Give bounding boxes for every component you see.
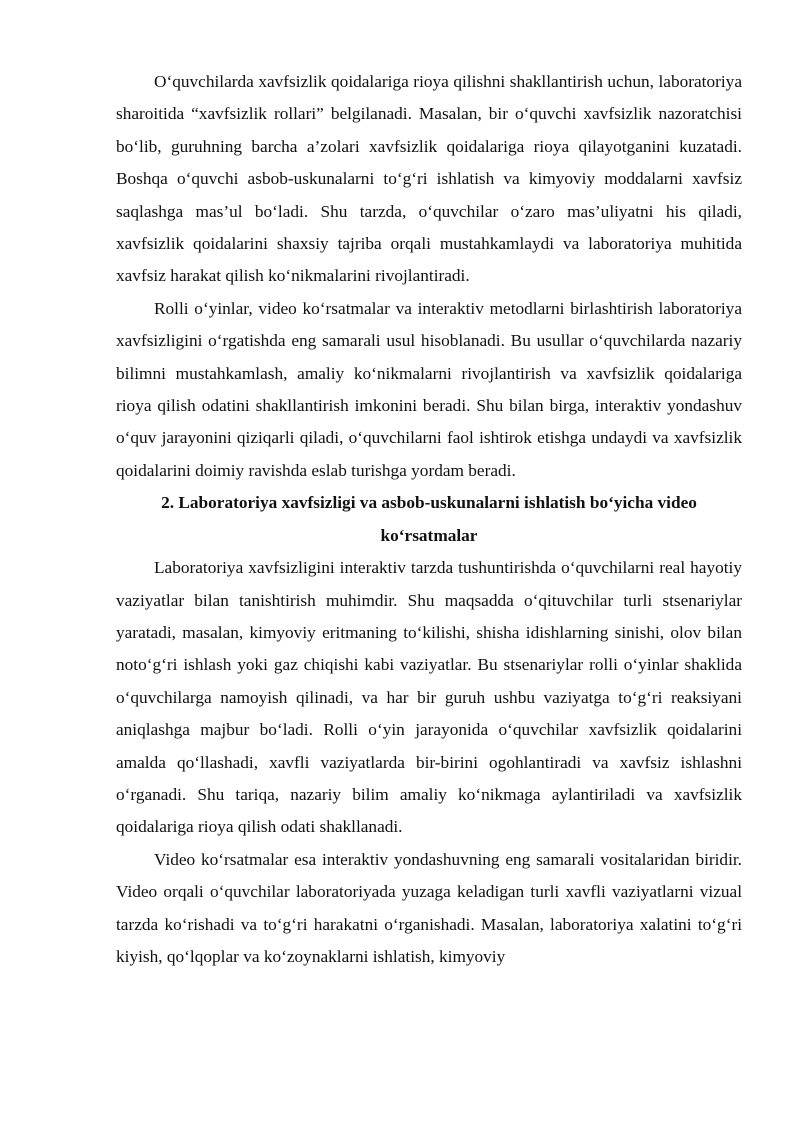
section-heading-line1: 2. Laboratoriya xavfsizligi va asbob-uskunalarni ishlatish bo‘yicha video [161,493,697,513]
document-page [116,66,742,973]
paragraph-video-instructions: Video ko‘rsatmalar esa interaktiv yondashuvning eng samarali vositalaridan biridir. Video orqali o‘quvchilar laboratoriyada yuzaga keladigan turli xavfli vaziyatlarni vizual tarzda ko‘rishadi va to‘g‘ri harakatni o‘rganishadi. Masalan, laboratoriya xalatini to‘g‘ri kiyish, qo‘lqoplar va ko‘zoynaklarni ishlatish, kimyoviy [116,849,742,966]
paragraph-interactive-methods: Rolli o‘yinlar, video ko‘rsatmalar va interaktiv metodlarni birlashtirish laboratoriya xavfsizligini o‘rgatishda eng samarali usul hisoblanadi. Bu usullar o‘quvchilarda nazariy bilimni mustahkamlash, amaliy ko‘nikmalarni rivojlantirish va xavfsizlik qoidalariga rioya qilish odatini shakllantirish imkonini beradi. Shu bilan birga, interaktiv yondashuv o‘quv jarayonini qiziqarli qiladi, o‘quvchilarni faol ishtirok etishga undaydi va xavfsizlik qoidalarini doimiy ravishda eslab turishga yordam beradi. [116,298,742,480]
section-heading [116,487,742,552]
paragraph-real-scenarios: Laboratoriya xavfsizligini interaktiv tarzda tushuntirishda o‘quvchilarni real hayotiy vaziyatlar bilan tanishtirish muhimdir. Shu maqsadda o‘qituvchilar turli stsenariylar yaratadi, masalan, kimyoviy eritmaning to‘kilishi, shisha idishlarning sinishi, olov bilan noto‘g‘ri ishlash yoki gaz chiqishi kabi vaziyatlar. Bu stsenariylar rolli o‘yinlar shaklida o‘quvchilarga namoyish qilinadi, va har bir guruh ushbu vaziyatga to‘g‘ri reaksiyani aniqlashga majbur bo‘ladi. Rolli o‘yin jarayonida o‘quvchilar xavfsizlik qoidalarini amalda qo‘llashadi, xavfli vaziyatlarda bir-birini ogohlantiradi va xavfsiz ishlashni o‘rganadi. Shu tariqa, nazariy bilim amaliy ko‘nikmaga aylantiriladi va xavfsizlik qoidalariga rioya qilish odati shakllanadi. [116,558,742,837]
paragraph-safety-roles: O‘quvchilarda xavfsizlik qoidalariga rioya qilishni shakllantirish uchun, laboratoriya sharoitida “xavfsizlik rollari” belgilanadi. Masalan, bir o‘quvchi xavfsizlik nazoratchisi bo‘lib, guruhning barcha a’zolari xavfsizlik qoidalariga rioya qilayotganini kuzatadi. Boshqa o‘quvchi asbob-uskunalarni to‘g‘ri ishlatish va kimyoviy moddalarni xavfsiz saqlashga mas’ul bo‘ladi. Shu tarzda, o‘quvchilar o‘zaro mas’uliyatni his qiladi, xavfsizlik qoidalarini shaxsiy tajriba orqali mustahkamlaydi va laboratoriya muhitida xavfsiz harakat qilish ko‘nikmalarini rivojlantiradi. [116,72,742,286]
section-heading-line2: ko‘rsatmalar [380,525,478,545]
